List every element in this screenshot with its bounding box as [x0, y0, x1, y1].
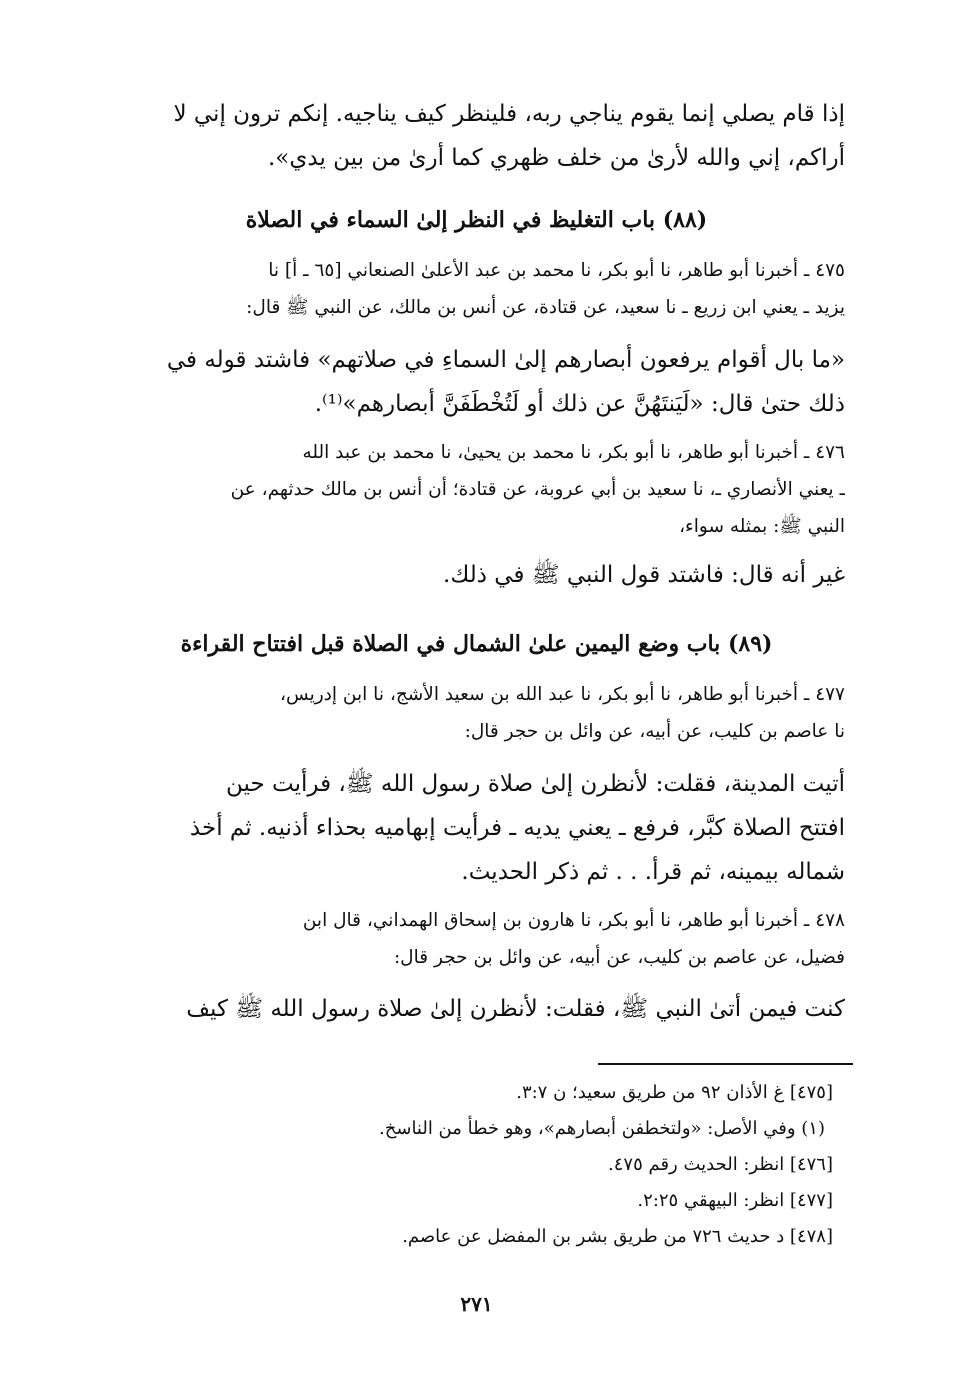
text-line: ٤٧٦ ـ أخبرنا أبو طاهر، نا أبو بكر، نا محمد بن يحيىٰ، نا محمد بن عبد الله — [302, 442, 845, 463]
text-line: إذا قام يصلي إنما يقوم يناجي ربه، فلينظر كيف يناجيه. إنكم ترون إني لا — [173, 101, 845, 127]
text-line: ٤٧٥ ـ أخبرنا أبو طاهر، نا أبو بكر، نا محمد بن عبد الأعلىٰ الصنعاني [٦٥ ـ أ] نا — [268, 260, 845, 281]
text-line: ـ يعني الأنصاري ـ، نا سعيد بن أبي عروبة، عن قتادة؛ أن أنس بن مالك حدثهم، عن — [230, 479, 845, 500]
text-line: ٤٧٧ ـ أخبرنا أبو طاهر، نا أبو بكر، نا عبد الله بن سعيد الأشج، نا ابن إدريس، — [280, 684, 845, 705]
text-line: يزيد ـ يعني ابن زريع ـ نا سعيد، عن قتادة، عن أنس بن مالك، عن النبي ﷺ قال: — [246, 297, 845, 318]
text-line: ذلك حتىٰ قال: «لَيَنتَهُنَّ عن ذلك أو لَتُخْطَفَنَّ أبصارهم»⁽¹⁾. — [314, 391, 845, 417]
hadith-475-text — [108, 338, 845, 426]
text-line: كنت فيمن أتىٰ النبي ﷺ، فقلت: لأنظرن إلىٰ صلاة رسول الله ﷺ كيف — [186, 996, 845, 1022]
text-line: النبي ﷺ: بمثله سواء، — [679, 516, 845, 537]
section-heading-88: (٨٨) باب التغليظ في النظر إلىٰ السماء في الصلاة — [245, 207, 708, 233]
hadith-476-isnad — [108, 434, 845, 545]
footnote: [٤٧٥] غ الأذان ٩٢ من طريق سعيد؛ ن ٣:٧. — [516, 1082, 833, 1103]
text-line: أتيت المدينة، فقلت: لأنظرن إلىٰ صلاة رسول الله ﷺ، فرأيت حين — [226, 771, 845, 797]
section-heading-89: (٨٩) باب وضع اليمين علىٰ الشمال في الصلاة قبل افتتاح القراءة — [180, 631, 773, 657]
page-number: ٢٧١ — [460, 1292, 493, 1316]
hadith-477-isnad — [108, 676, 845, 750]
text-line: غير أنه قال: فاشتد قول النبي ﷺ في ذلك. — [443, 562, 845, 588]
text-line: افتتح الصلاة كبَّر، فرفع ـ يعني يديه ـ فرأيت إبهاميه بحذاء أذنيه. ثم أخذ — [189, 815, 845, 841]
text-line: فضيل، عن عاصم بن كليب، عن أبيه، عن وائل بن حجر قال: — [393, 947, 845, 968]
text-line: شماله بيمينه، ثم قرأ. . . ثم ذكر الحديث. — [461, 859, 845, 885]
text-line: «ما بال أقوام يرفعون أبصارهم إلىٰ السماءِ في صلاتهم» فاشتد قوله في — [166, 347, 845, 373]
paragraph-intro — [108, 92, 845, 180]
text-line: نا عاصم بن كليب، عن أبيه، عن وائل بن حجر قال: — [464, 721, 845, 742]
footnotes — [108, 1075, 845, 1255]
footnote: [٤٧٦] انظر: الحديث رقم ٤٧٥. — [608, 1154, 833, 1175]
footnote: (١) وفي الأصل: «ولتخطفن أبصارهم»، وهو خطأ من الناسخ. — [379, 1118, 825, 1139]
hadith-478-isnad — [108, 902, 845, 976]
footnote: [٤٧٧] انظر: البيهقي ٢:٢٥. — [637, 1190, 833, 1211]
hadith-477-text — [108, 762, 845, 894]
hadith-476-text — [108, 553, 845, 597]
footnote-divider — [598, 1063, 853, 1065]
hadith-475-isnad — [108, 252, 845, 326]
text-line: ٤٧٨ ـ أخبرنا أبو طاهر، نا أبو بكر، نا هارون بن إسحاق الهمداني، قال ابن — [302, 910, 845, 931]
text-line: أراكم، إني والله لأرىٰ من خلف ظهري كما أرىٰ من بين يدي». — [268, 145, 845, 171]
footnote: [٤٧٨] د حديث ٧٢٦ من طريق بشر بن المفضل عن عاصم. — [402, 1226, 833, 1247]
hadith-478-text — [108, 987, 845, 1031]
